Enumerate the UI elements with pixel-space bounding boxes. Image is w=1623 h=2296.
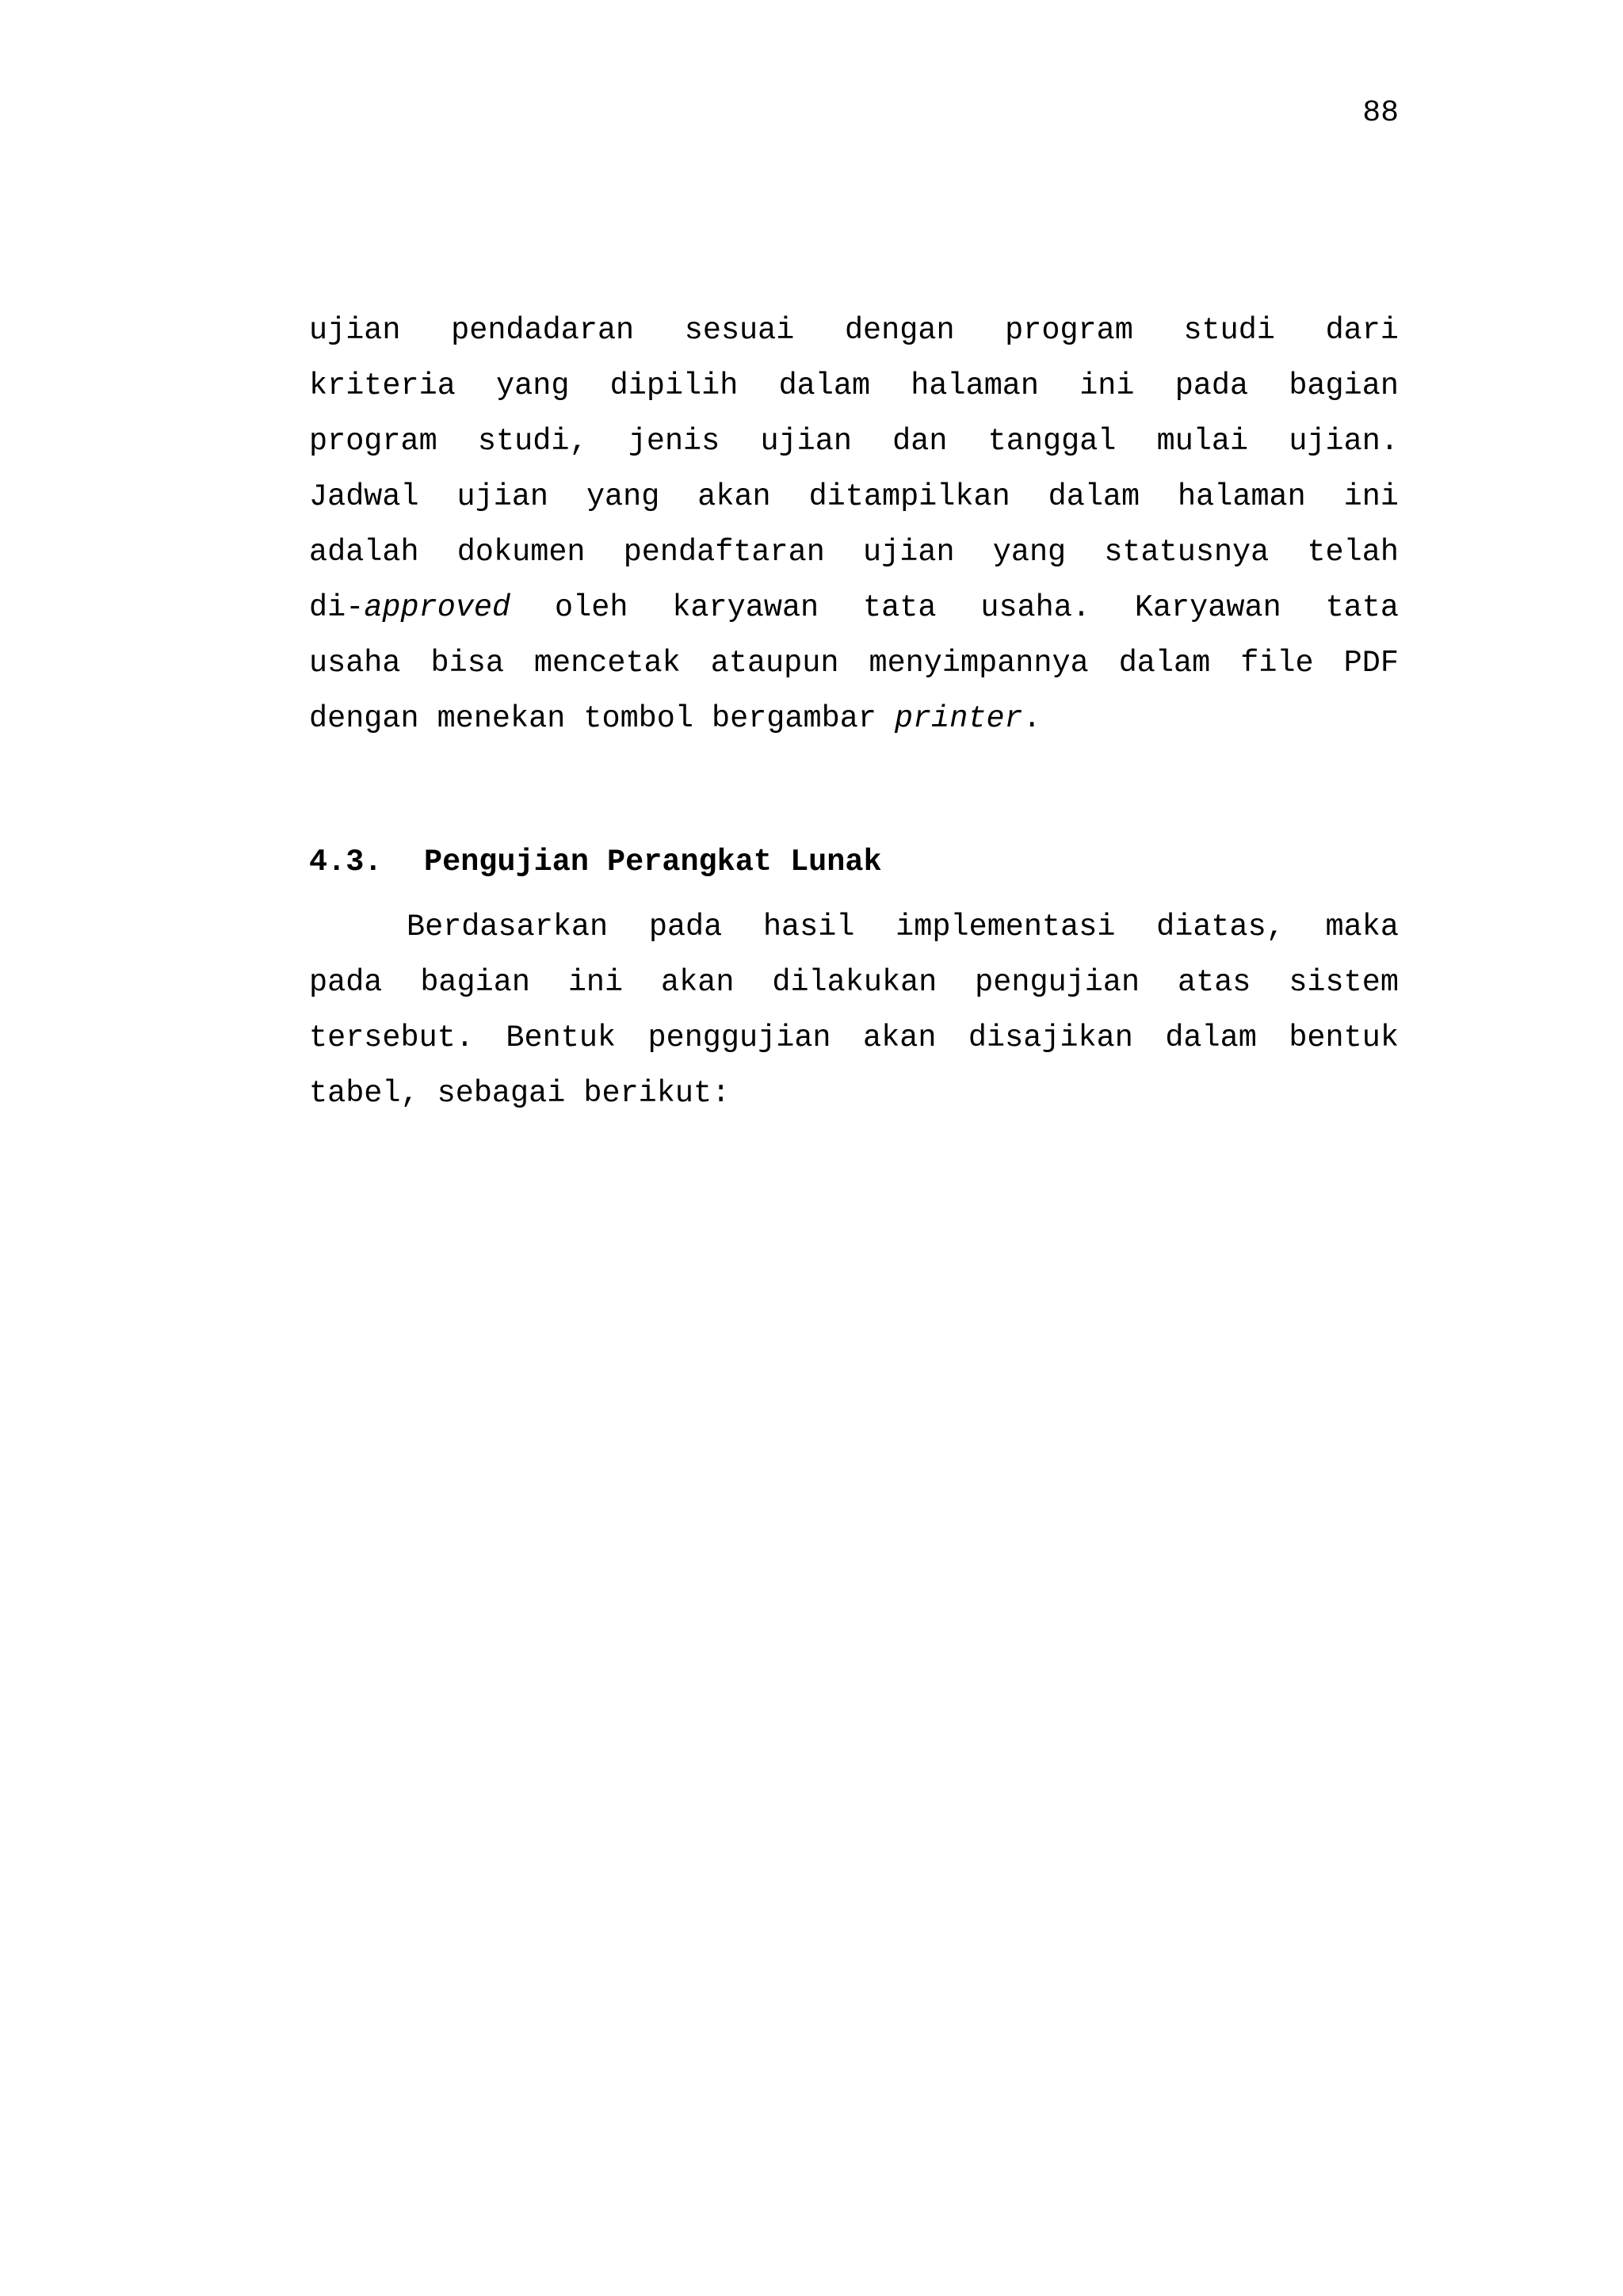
word: jenis xyxy=(628,424,720,459)
word: bisa xyxy=(430,646,504,681)
word: bentuk xyxy=(1289,1020,1399,1055)
word: karyawan xyxy=(672,590,819,625)
word: dipilih xyxy=(609,368,739,403)
word: PDF xyxy=(1343,646,1399,681)
word: pengujian xyxy=(975,965,1140,1000)
word: sebagai xyxy=(437,1076,566,1111)
word: dilakukan xyxy=(772,965,938,1000)
word: ini xyxy=(567,965,624,1000)
word: dengan xyxy=(844,313,955,348)
word: ujian xyxy=(456,479,549,514)
word: dari xyxy=(1325,313,1399,348)
word: Karyawan xyxy=(1134,590,1281,625)
word: penggujian xyxy=(647,1020,831,1055)
section-title: Pengujian Perangkat Lunak xyxy=(424,845,882,879)
word: mencetak xyxy=(533,646,681,681)
word: hasil xyxy=(762,910,855,944)
section-number: 4.3. xyxy=(309,845,383,879)
word: tata xyxy=(1325,590,1399,625)
word xyxy=(895,691,1041,746)
word: tabel, xyxy=(309,1076,419,1111)
word: dalam xyxy=(1165,1020,1257,1055)
word: adalah xyxy=(309,535,419,570)
text-line xyxy=(309,358,1399,414)
text-line xyxy=(407,899,1399,955)
word: halaman xyxy=(911,368,1040,403)
text-line xyxy=(309,955,1399,1010)
word: sistem xyxy=(1289,965,1399,1000)
text-line xyxy=(309,469,1399,524)
word: yang xyxy=(992,535,1067,570)
word: dalam xyxy=(778,368,871,403)
word: dan xyxy=(892,424,948,459)
word: dengan xyxy=(309,701,419,736)
word: maka xyxy=(1325,910,1399,944)
text-line xyxy=(309,414,1399,469)
word: pendaftaran xyxy=(623,535,825,570)
word: atas xyxy=(1178,965,1251,1000)
page-number: 88 xyxy=(1362,96,1399,130)
word: bergambar xyxy=(711,701,876,736)
word-prefix: di- xyxy=(309,590,365,625)
word: pendadaran xyxy=(451,313,635,348)
word: pada xyxy=(648,910,723,944)
word: dokumen xyxy=(456,535,586,570)
word: pada xyxy=(1174,368,1249,403)
word: tersebut. xyxy=(309,1020,474,1055)
word: Jadwal xyxy=(309,479,419,514)
word: berikut: xyxy=(583,1076,731,1111)
word: ujian xyxy=(863,535,955,570)
word: akan xyxy=(697,479,771,514)
text-line xyxy=(309,303,1399,358)
word: statusnya xyxy=(1104,535,1270,570)
text-line xyxy=(309,580,1399,635)
section-heading xyxy=(309,834,882,890)
text-line xyxy=(309,691,1399,746)
word: menekan xyxy=(437,701,566,736)
word: ujian. xyxy=(1289,424,1399,459)
word: bagian xyxy=(1289,368,1399,403)
word: oleh xyxy=(555,590,628,625)
word: telah xyxy=(1307,535,1399,570)
word: halaman xyxy=(1178,479,1306,514)
word: dalam xyxy=(1118,646,1211,681)
word xyxy=(309,580,510,635)
text-line xyxy=(309,524,1399,580)
word: program xyxy=(309,424,437,459)
text-line xyxy=(309,1010,1399,1066)
word: ujian xyxy=(760,424,852,459)
italic-word: approved xyxy=(364,590,511,625)
word: usaha. xyxy=(980,590,1090,625)
italic-word: printer xyxy=(894,701,1023,736)
word: yang xyxy=(496,368,570,403)
word: ditampilkan xyxy=(808,479,1010,514)
word: menyimpannya xyxy=(869,646,1089,681)
word: implementasi xyxy=(896,910,1116,944)
word: bagian xyxy=(420,965,530,1000)
word: studi, xyxy=(477,424,588,459)
word: sesuai xyxy=(684,313,795,348)
text-line xyxy=(309,635,1399,691)
word: file xyxy=(1240,646,1314,681)
word-suffix: . xyxy=(1022,701,1041,736)
word: ini xyxy=(1079,368,1135,403)
word: dalam xyxy=(1048,479,1140,514)
word: ataupun xyxy=(710,646,839,681)
word: Bentuk xyxy=(506,1020,617,1055)
word: program xyxy=(1005,313,1133,348)
text-line xyxy=(309,1066,1399,1121)
word: disajikan xyxy=(968,1020,1133,1055)
word: pada xyxy=(309,965,383,1000)
word: ujian xyxy=(309,313,401,348)
word: tombol xyxy=(583,701,693,736)
word: tata xyxy=(863,590,937,625)
word: ini xyxy=(1343,479,1399,514)
word: akan xyxy=(863,1020,937,1055)
word: Berdasarkan xyxy=(407,910,609,944)
word: tanggal xyxy=(987,424,1117,459)
word: kriteria xyxy=(309,368,456,403)
word: usaha xyxy=(309,646,401,681)
word: yang xyxy=(586,479,660,514)
word: akan xyxy=(661,965,735,1000)
word: studi xyxy=(1183,313,1275,348)
word: mulai xyxy=(1156,424,1249,459)
word: diatas, xyxy=(1156,910,1285,944)
